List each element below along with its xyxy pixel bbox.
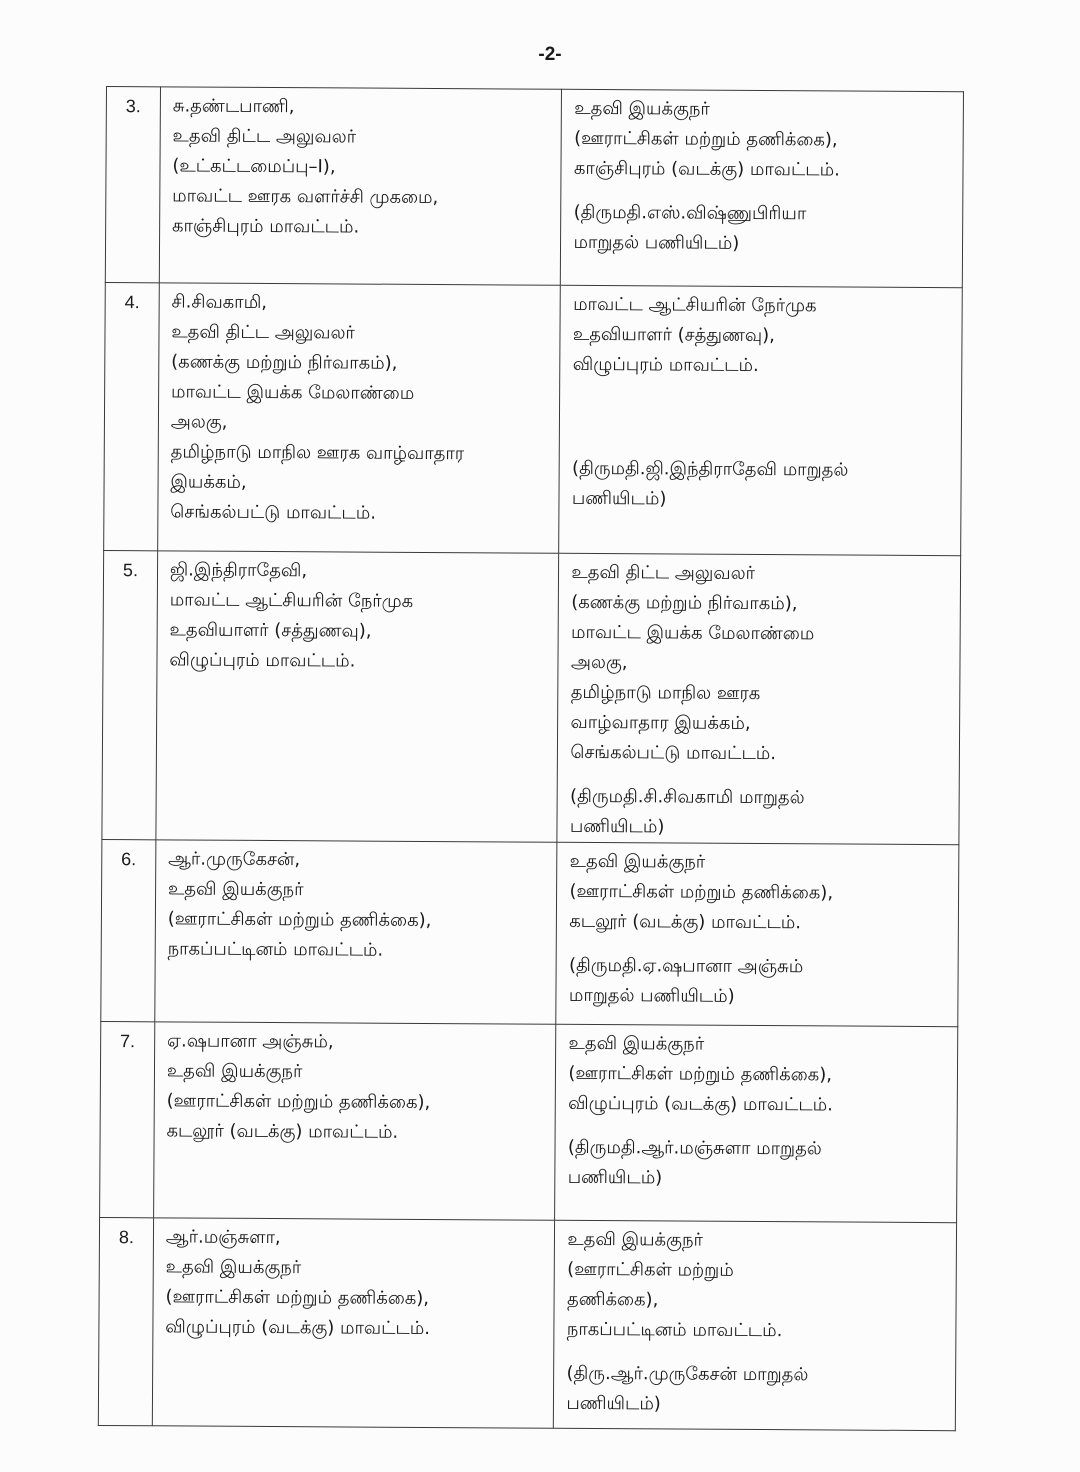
- vacancy-note-line: (திருமதி.ஏ.ஷபானா அஞ்சும்: [568, 954, 804, 978]
- officer-current-post: [152, 1218, 555, 1428]
- current-post-line: (உட்கட்டமைப்பு–I),: [172, 155, 336, 178]
- current-post-line: (கணக்கு மற்றும் நிர்வாகம்),: [171, 351, 398, 374]
- current-post-line: உதவி இயக்குநர்: [167, 878, 304, 901]
- current-post-line: விழுப்புரம் மாவட்டம்.: [169, 649, 356, 672]
- current-post-line: சு.தண்டபாணி,: [172, 95, 295, 118]
- new-posting-line: (ஊராட்சிகள் மற்றும் தணிக்கை),: [568, 1062, 833, 1086]
- serial-number: 4.: [104, 282, 160, 550]
- new-posting-line: தணிக்கை),: [566, 1288, 659, 1311]
- transfer-table: [98, 86, 964, 1431]
- current-post-line: ஆர்.மஞ்சுளா,: [165, 1226, 281, 1249]
- vacancy-note: [568, 1133, 947, 1195]
- new-posting-line: காஞ்சிபுரம் (வடக்கு) மாவட்டம்.: [573, 157, 840, 181]
- current-post-line: உதவி திட்ட அலுவலர்: [171, 321, 355, 344]
- vacancy-note: [573, 198, 952, 260]
- officer-current-post: [158, 283, 561, 553]
- new-posting-line: (ஊராட்சிகள் மற்றும் தணிக்கை),: [569, 880, 834, 904]
- table-row: [102, 550, 961, 844]
- new-posting-line: விழுப்புரம் (வடக்கு) மாவட்டம்.: [568, 1092, 833, 1116]
- serial-number: 7.: [100, 1021, 155, 1217]
- new-posting-line: மாவட்ட ஆட்சியரின் நேர்முக: [573, 293, 817, 317]
- new-posting: [561, 89, 964, 287]
- current-post-line: உதவி திட்ட அலுவலர்: [172, 125, 357, 148]
- current-post-line: ஏ.ஷபானா அஞ்சும்,: [166, 1030, 334, 1053]
- current-post-line: மாவட்ட ஊரக வளர்ச்சி முகமை,: [172, 185, 439, 209]
- table-row: [101, 839, 959, 1026]
- current-post-line: விழுப்புரம் (வடக்கு) மாவட்டம்.: [165, 1316, 431, 1340]
- vacancy-note: [572, 454, 951, 516]
- new-posting-line: நாகப்பட்டினம் மாவட்டம்.: [566, 1318, 783, 1342]
- table-row: [100, 1021, 958, 1222]
- vacancy-note-line: பணியிடம்): [567, 1166, 663, 1189]
- vacancy-note-line: பணியிடம்): [566, 1392, 661, 1415]
- new-posting-line: செங்கல்பட்டு மாவட்டம்.: [570, 741, 777, 765]
- new-posting-line: அலகு,: [570, 651, 628, 674]
- vacancy-note-line: (திருமதி.ஜி.இந்திராதேவி மாறுதல்: [572, 457, 849, 481]
- vacancy-note-line: (திருமதி.சி.சிவகாமி மாறுதல்: [570, 785, 805, 809]
- new-posting-line: விழுப்புரம் மாவட்டம்.: [572, 353, 759, 376]
- table-row: [105, 87, 963, 288]
- vacancy-note-line: மாறுதல் பணியிடம்): [573, 231, 740, 254]
- page-number: -2-: [538, 44, 562, 65]
- new-posting-line: (கணக்கு மற்றும் நிர்வாகம்),: [571, 591, 798, 615]
- current-post-line: அலகு,: [170, 411, 228, 433]
- current-post-line: (ஊராட்சிகள் மற்றும் தணிக்கை),: [167, 908, 432, 932]
- officer-current-post: [156, 551, 559, 842]
- serial-number: 8.: [98, 1217, 153, 1425]
- vacancy-note-line: பணியிடம்): [571, 487, 667, 510]
- serial-number: 3.: [105, 87, 160, 283]
- current-post-line: தமிழ்நாடு மாநில ஊரக வாழ்வாதார: [170, 441, 465, 465]
- vacancy-note-line: (திரு.ஆர்.முருகேசன் மாறுதல்: [566, 1362, 809, 1386]
- new-posting-line: உதவி இயக்குநர்: [568, 1032, 705, 1055]
- current-post-line: கடலூர் (வடக்கு) மாவட்டம்.: [166, 1120, 399, 1143]
- officer-current-post: [153, 1022, 556, 1220]
- vacancy-note-line: (திருமதி.ஆர்.மஞ்சுளா மாறுதல்: [567, 1136, 822, 1160]
- current-post-line: உதவியாளர் (சத்துணவு),: [169, 619, 372, 642]
- new-posting-line: கடலூர் (வடக்கு) மாவட்டம்.: [569, 910, 802, 934]
- current-post-line: நாகப்பட்டினம் மாவட்டம்.: [167, 938, 384, 961]
- new-posting: [557, 553, 960, 844]
- vacancy-note-line: (திருமதி.எஸ்.விஷ்ணுபிரியா: [573, 201, 807, 225]
- officer-current-post: [159, 87, 562, 285]
- serial-number: 6.: [101, 839, 156, 1021]
- vacancy-note-line: பணியிடம்): [569, 815, 665, 838]
- new-posting-line: (ஊராட்சிகள் மற்றும்: [567, 1258, 734, 1281]
- current-post-line: உதவி இயக்குநர்: [166, 1060, 303, 1083]
- table-row: [104, 282, 963, 555]
- current-post-line: மாவட்ட இயக்க மேலாண்மை: [170, 381, 415, 404]
- current-post-line: சி.சிவகாமி,: [171, 291, 268, 313]
- new-posting-line: வாழ்வாதார இயக்கம்,: [570, 711, 751, 734]
- vacancy-note-line: மாறுதல் பணியிடம்): [568, 984, 735, 1007]
- new-posting: [556, 842, 959, 1026]
- current-post-line: செங்கல்பட்டு மாவட்டம்.: [170, 501, 377, 524]
- new-posting: [554, 1220, 957, 1430]
- new-posting-line: உதவி இயக்குநர்: [569, 850, 706, 873]
- current-post-line: மாவட்ட ஆட்சியரின் நேர்முக: [169, 589, 414, 612]
- new-posting-line: மாவட்ட இயக்க மேலாண்மை: [571, 621, 815, 645]
- current-post-line: (ஊராட்சிகள் மற்றும் தணிக்கை),: [166, 1090, 431, 1113]
- serial-number: 5.: [102, 550, 158, 839]
- current-post-line: (ஊராட்சிகள் மற்றும் தணிக்கை),: [165, 1286, 430, 1309]
- vacancy-note: [570, 782, 949, 844]
- current-post-line: உதவி இயக்குநர்: [165, 1256, 302, 1279]
- new-posting: [559, 285, 962, 555]
- current-post-line: ஜி.இந்திராதேவி,: [169, 559, 308, 582]
- new-posting-line: (ஊராட்சிகள் மற்றும் தணிக்கை),: [574, 127, 838, 151]
- officer-current-post: [155, 840, 558, 1024]
- current-post-line: இயக்கம்,: [170, 471, 247, 493]
- new-posting-line: உதவி இயக்குநர்: [567, 1228, 704, 1251]
- current-post-line: ஆர்.முருகேசன்,: [168, 848, 301, 871]
- current-post-line: காஞ்சிபுரம் மாவட்டம்.: [171, 215, 360, 238]
- new-posting-line: உதவி திட்ட அலுவலர்: [571, 561, 756, 584]
- new-posting-line: உதவி இயக்குநர்: [574, 97, 710, 120]
- table-row: [98, 1217, 956, 1430]
- transfer-table-body: [98, 87, 963, 1431]
- new-posting: [555, 1024, 958, 1222]
- vacancy-note: [566, 1359, 945, 1421]
- vacancy-note: [569, 951, 948, 1013]
- new-posting-line: தமிழ்நாடு மாநில ஊரக: [570, 681, 761, 705]
- new-posting-line: உதவியாளர் (சத்துணவு),: [572, 323, 775, 347]
